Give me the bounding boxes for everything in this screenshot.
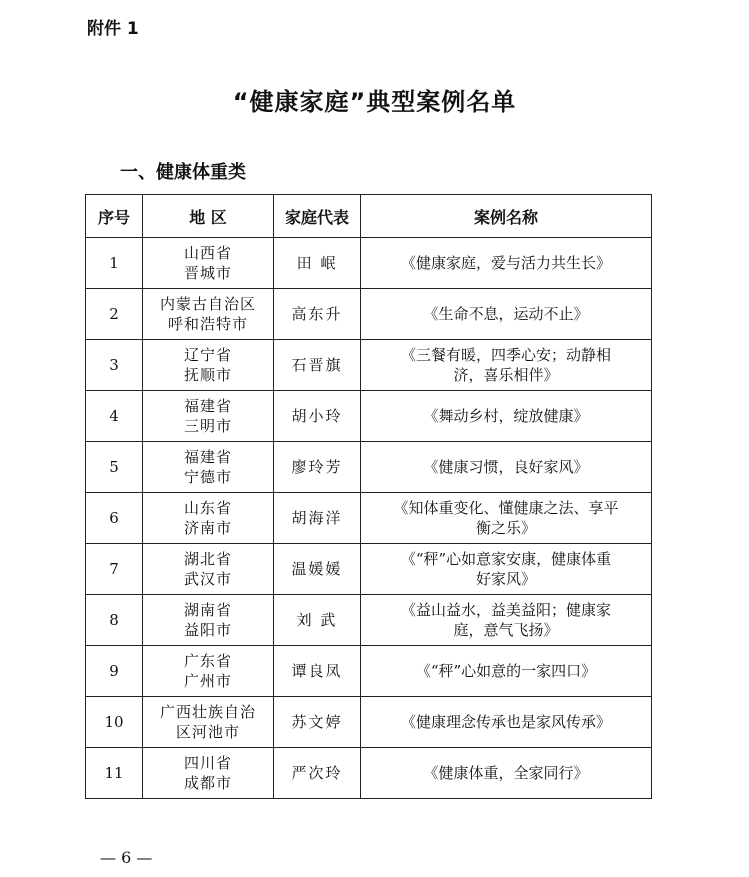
row-number: 5: [86, 442, 143, 493]
region-line: 福建省: [183, 397, 232, 415]
region-cell: [143, 697, 274, 748]
row-number: 3: [86, 340, 143, 391]
region-cell: [143, 391, 274, 442]
region-cell: [143, 646, 274, 697]
case-name-line: 庭，意气飞扬》: [453, 621, 559, 639]
family-representative: 刘 武: [274, 595, 361, 646]
table-body: [86, 238, 652, 799]
region-line: 抚顺市: [183, 366, 232, 384]
region-line: 济南市: [183, 519, 232, 537]
table-row: [86, 544, 652, 595]
region-line: 武汉市: [183, 570, 232, 588]
case-name-line: 《健康体重，全家同行》: [423, 764, 589, 782]
case-name-cell: [361, 697, 652, 748]
table-row: [86, 748, 652, 799]
table-row: [86, 289, 652, 340]
section-heading: 一、健康体重类: [120, 162, 246, 183]
table-row: [86, 442, 652, 493]
region-cell: [143, 748, 274, 799]
region-line: 晋城市: [183, 264, 232, 282]
family-representative: 田 岷: [274, 238, 361, 289]
row-number: 10: [86, 697, 143, 748]
table-row: [86, 493, 652, 544]
case-name-cell: [361, 442, 652, 493]
case-name-line: 《健康理念传承也是家风传承》: [400, 713, 611, 731]
region-cell: [143, 238, 274, 289]
case-name-cell: [361, 391, 652, 442]
row-number: 6: [86, 493, 143, 544]
region-line: 内蒙古自治区: [159, 295, 256, 313]
region-line: 广西壮族自治: [159, 703, 256, 721]
case-name-line: 《健康习惯，良好家风》: [423, 458, 589, 476]
table-row: [86, 595, 652, 646]
region-line: 广州市: [183, 672, 232, 690]
case-name-cell: [361, 289, 652, 340]
case-name-cell: [361, 340, 652, 391]
case-name-line: 《舞动乡村，绽放健康》: [423, 407, 589, 425]
region-line: 区河池市: [175, 723, 240, 741]
table-header-row: [86, 195, 652, 238]
region-line: 成都市: [183, 774, 232, 792]
region-line: 辽宁省: [183, 346, 232, 364]
region-line: 湖北省: [183, 550, 232, 568]
region-cell: [143, 340, 274, 391]
row-number: 1: [86, 238, 143, 289]
row-number: 8: [86, 595, 143, 646]
case-name-line: 济，喜乐相伴》: [453, 366, 559, 384]
family-representative: 胡海洋: [274, 493, 361, 544]
case-name-line: 《“秤”心如意的一家四口》: [415, 662, 597, 680]
region-line: 宁德市: [183, 468, 232, 486]
family-representative: 石晋旗: [274, 340, 361, 391]
region-cell: [143, 595, 274, 646]
region-line: 湖南省: [183, 601, 232, 619]
case-list-table: [85, 194, 652, 799]
case-name-line: 《知体重变化、懂健康之法、享平: [393, 499, 619, 517]
region-line: 广东省: [183, 652, 232, 670]
case-name-cell: [361, 493, 652, 544]
table-row: [86, 340, 652, 391]
case-name-cell: [361, 238, 652, 289]
table-row: [86, 646, 652, 697]
row-number: 9: [86, 646, 143, 697]
region-line: 三明市: [183, 417, 232, 435]
region-cell: [143, 442, 274, 493]
family-representative: 苏文婷: [274, 697, 361, 748]
case-name-line: 《益山益水，益美益阳；健康家: [400, 601, 611, 619]
attachment-label: 附件 1: [87, 19, 139, 39]
case-name-cell: [361, 646, 652, 697]
case-name-cell: [361, 748, 652, 799]
family-representative: 严次玲: [274, 748, 361, 799]
case-name-cell: [361, 595, 652, 646]
region-line: 山西省: [183, 244, 232, 262]
row-number: 11: [86, 748, 143, 799]
region-cell: [143, 493, 274, 544]
family-representative: 温媛媛: [274, 544, 361, 595]
region-line: 山东省: [183, 499, 232, 517]
case-name-line: 《生命不息，运动不止》: [423, 305, 589, 323]
region-line: 益阳市: [183, 621, 232, 639]
case-name-line: 《“秤”心如意家安康，健康体重: [400, 550, 612, 568]
family-representative: 廖玲芳: [274, 442, 361, 493]
column-header-case: 案例名称: [361, 195, 652, 238]
document-title: “健康家庭”典型案例名单: [232, 88, 517, 116]
column-header-region: 地 区: [143, 195, 274, 238]
column-header-no: 序号: [86, 195, 143, 238]
case-name-line: 衡之乐》: [475, 519, 536, 537]
family-representative: 胡小玲: [274, 391, 361, 442]
row-number: 2: [86, 289, 143, 340]
table-row: [86, 697, 652, 748]
case-name-line: 《三餐有暖，四季心安；动静相: [400, 346, 611, 364]
family-representative: 高东升: [274, 289, 361, 340]
page-number: — 6 —: [100, 848, 153, 867]
case-name-cell: [361, 544, 652, 595]
region-cell: [143, 544, 274, 595]
row-number: 7: [86, 544, 143, 595]
region-line: 福建省: [183, 448, 232, 466]
column-header-rep: 家庭代表: [274, 195, 361, 238]
case-name-line: 好家风》: [475, 570, 536, 588]
row-number: 4: [86, 391, 143, 442]
table-row: [86, 391, 652, 442]
case-name-line: 《健康家庭，爱与活力共生长》: [400, 254, 611, 272]
region-cell: [143, 289, 274, 340]
family-representative: 谭良凤: [274, 646, 361, 697]
table-row: [86, 238, 652, 289]
region-line: 呼和浩特市: [167, 315, 248, 333]
region-line: 四川省: [183, 754, 232, 772]
